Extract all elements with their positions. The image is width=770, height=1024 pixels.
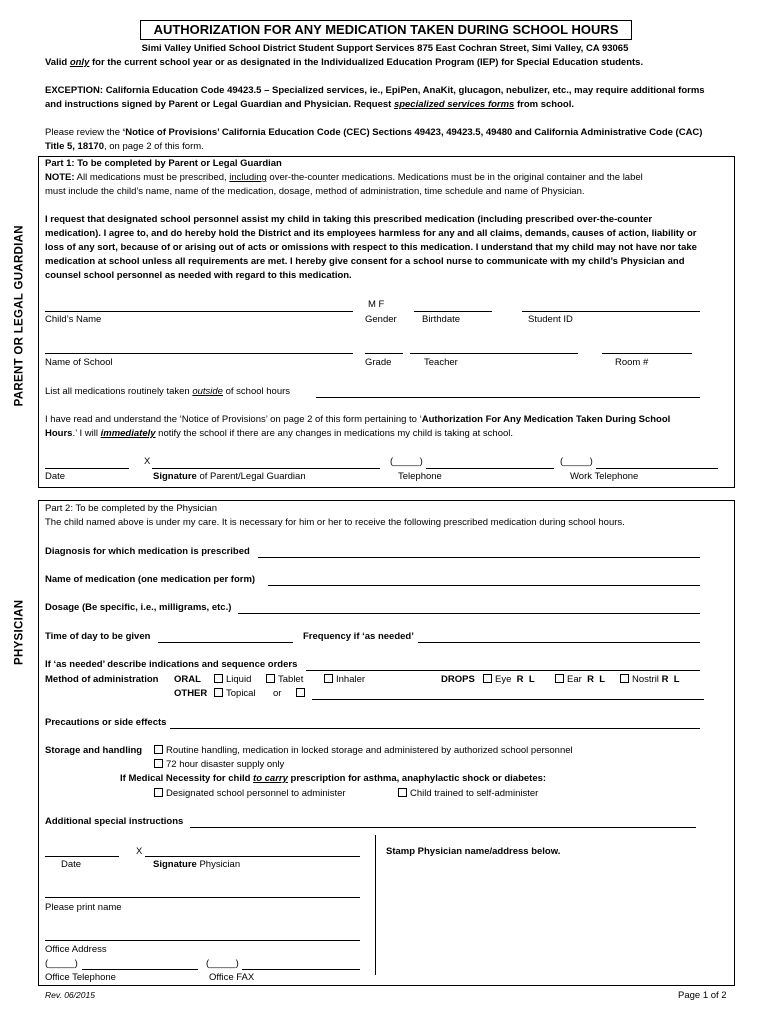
parent-date-label: Date: [45, 471, 66, 482]
consent-line-1: I request that designated school personnel assist my child in taking this prescribed medication (including prescribed over-the-counter: [45, 214, 653, 225]
consent-line-4: medication at school unless all requirements are met. I hereby give consent for a school nurse to communicate with my child’s Physician and: [45, 256, 685, 267]
parent-date-field[interactable]: [45, 468, 129, 469]
read-understand-line-2: Hours.’ I will immediately notify the school if there are any changes in medications my child is taking at school.: [45, 428, 514, 439]
physician-x-mark: X: [136, 846, 143, 857]
medical-necessity-label: If Medical Necessity for child to carry prescription for asthma, anaphylactic shock or diabetes:: [120, 773, 547, 784]
drops-label: DROPS: [441, 674, 475, 685]
as-needed-field[interactable]: [306, 670, 700, 671]
child-name-field[interactable]: [45, 311, 353, 312]
grade-field[interactable]: [365, 353, 403, 354]
additional-instructions-field[interactable]: [190, 827, 696, 828]
telephone-label: Telephone: [398, 471, 442, 482]
room-field[interactable]: [602, 353, 692, 354]
physician-date-label: Date: [61, 859, 82, 870]
routine-checkbox[interactable]: [154, 745, 163, 754]
other-label: OTHER: [174, 688, 208, 699]
work-telephone-label: Work Telephone: [570, 471, 639, 482]
read-understand-line-1: I have read and understand the ‘Notice of Provisions’ on page 2 of this form pertaining to ‘Authorization For Any Medication Taken During School: [45, 414, 671, 425]
office-fax-label: Office FAX: [209, 972, 255, 983]
disaster-option[interactable]: 72 hour disaster supply only: [154, 758, 284, 772]
medication-name-label: Name of medication (one medication per form): [45, 574, 256, 585]
precautions-field[interactable]: [170, 728, 700, 729]
diagnosis-field[interactable]: [258, 557, 700, 558]
work-telephone-area-code[interactable]: (_____): [560, 456, 593, 467]
self-admin-option[interactable]: Child trained to self-administer: [398, 787, 538, 801]
precautions-label: Precautions or side effects: [45, 717, 167, 728]
inhaler-option[interactable]: Inhaler: [324, 673, 365, 687]
dosage-label: Dosage (Be specific, i.e., milligrams, etc.): [45, 602, 232, 613]
designated-checkbox[interactable]: [154, 788, 163, 797]
topical-option[interactable]: Topical: [214, 687, 256, 701]
child-name-label: Child’s Name: [45, 314, 102, 325]
telephone-area-code[interactable]: (_____): [390, 456, 423, 467]
ear-option[interactable]: Ear R L: [555, 673, 605, 687]
room-label: Room #: [615, 357, 649, 368]
review-line-1: Please review the ‘Notice of Provisions’ California Education Code (CEC) Sections 49423, 49423.5, 49480 and California Administrative Code (CAC): [45, 127, 703, 138]
teacher-field[interactable]: [410, 353, 578, 354]
physician-signature-field[interactable]: [145, 856, 360, 857]
dosage-field[interactable]: [238, 613, 700, 614]
gender-options[interactable]: M F: [368, 299, 385, 310]
physician-signature-label: Signature Physician: [153, 859, 241, 870]
liquid-checkbox[interactable]: [214, 674, 223, 683]
work-telephone-field[interactable]: [596, 468, 718, 469]
school-name-label: Name of School: [45, 357, 113, 368]
topical-checkbox[interactable]: [214, 688, 223, 697]
method-label: Method of administration: [45, 674, 159, 685]
physician-side-label: PHYSICIAN: [13, 599, 26, 666]
as-needed-label: If ‘as needed’ describe indications and sequence orders: [45, 659, 298, 670]
exception-line-1: EXCEPTION: California Education Code 49423.5 – Specialized services, ie., EpiPen, AnaKit, glucagon, nebulizer, etc., may require additional forms: [45, 85, 705, 96]
part2-intro: The child named above is under my care. It is necessary for him or her to receive the following prescribed medication during school hours.: [45, 517, 625, 528]
student-id-field[interactable]: [522, 311, 700, 312]
liquid-option[interactable]: Liquid: [214, 673, 251, 687]
print-name-label: Please print name: [45, 902, 122, 913]
office-address-label: Office Address: [45, 944, 107, 955]
office-address-field[interactable]: [45, 940, 360, 941]
stamp-label: Stamp Physician name/address below.: [386, 846, 561, 857]
parent-x-mark: X: [144, 456, 151, 467]
school-name-field[interactable]: [45, 353, 353, 354]
telephone-field[interactable]: [426, 468, 554, 469]
physician-date-field[interactable]: [45, 856, 119, 857]
part2-heading: Part 2: To be completed by the Physician: [45, 503, 217, 514]
nostril-option[interactable]: Nostril R L: [620, 673, 680, 687]
page-number: Page 1 of 2: [678, 990, 727, 1001]
diagnosis-label: Diagnosis for which medication is prescribed: [45, 546, 250, 557]
other-checkbox[interactable]: [296, 688, 305, 697]
exception-line-2: and instructions signed by Parent or Legal Guardian and Physician. Request specialized services forms from school.: [45, 99, 574, 110]
or-label: or: [273, 688, 282, 699]
other-checkbox-wrap[interactable]: [296, 687, 308, 701]
self-admin-checkbox[interactable]: [398, 788, 407, 797]
time-of-day-label: Time of day to be given: [45, 631, 151, 642]
frequency-field[interactable]: [418, 642, 700, 643]
part1-heading: Part 1: To be completed by Parent or Legal Guardian: [45, 158, 282, 169]
consent-line-3: loss of any sort, because of or arising out of acts or omissions with respect to this medication. I understand that my child may not have nor take: [45, 242, 697, 253]
district-address: Simi Valley Unified School District Student Support Services 875 East Cochran Street, Simi Valley, CA 93065: [141, 43, 629, 54]
revision-date: Rev. 06/2015: [45, 990, 95, 1000]
form-title: AUTHORIZATION FOR ANY MEDICATION TAKEN DURING SCHOOL HOURS: [140, 20, 632, 40]
oral-label: ORAL: [174, 674, 201, 685]
ear-checkbox[interactable]: [555, 674, 564, 683]
gender-label: Gender: [365, 314, 397, 325]
list-medications-field[interactable]: [316, 397, 700, 398]
office-fax-area-code[interactable]: (_____): [206, 958, 239, 969]
storage-label: Storage and handling: [45, 745, 143, 756]
frequency-label: Frequency if ‘as needed’: [303, 631, 414, 642]
disaster-checkbox[interactable]: [154, 759, 163, 768]
consent-line-2: medication). I agree to, and do hereby hold the District and its employees harmless for any and all claims, demands, causes of action, liability or: [45, 228, 697, 239]
consent-line-5: counsel school personnel as needed with regard to this medication.: [45, 270, 352, 281]
tablet-checkbox[interactable]: [266, 674, 275, 683]
grade-label: Grade: [365, 357, 392, 368]
routine-option[interactable]: Routine handling, medication in locked storage and administered by authorized school personnel: [154, 744, 573, 758]
additional-instructions-label: Additional special instructions: [45, 816, 184, 827]
birthdate-field[interactable]: [414, 311, 492, 312]
parent-signature-field[interactable]: [152, 468, 380, 469]
part1-note-line-2: must include the child’s name, name of the medication, dosage, method of administration, time schedule and name of Physician.: [45, 186, 585, 197]
stamp-divider: [375, 835, 376, 975]
validity-note: Valid only for the current school year or as designated in the Individualized Education Program (IEP) for Special Education students.: [45, 57, 644, 68]
list-medications-label: List all medications routinely taken outside of school hours: [45, 386, 291, 397]
part1-note: NOTE: All medications must be prescribed, including over-the-counter medications. Medications must be in the original container and the label: [45, 172, 643, 183]
office-fax-field[interactable]: [242, 969, 360, 970]
time-of-day-field[interactable]: [158, 642, 293, 643]
inhaler-checkbox[interactable]: [324, 674, 333, 683]
birthdate-label: Birthdate: [422, 314, 461, 325]
other-method-field[interactable]: [312, 699, 704, 700]
review-line-2: Title 5, 18170, on page 2 of this form.: [45, 141, 204, 152]
parent-side-label: PARENT OR LEGAL GUARDIAN: [13, 225, 26, 407]
parent-signature-label: Signature of Parent/Legal Guardian: [153, 471, 306, 482]
office-telephone-area-code[interactable]: (_____): [45, 958, 78, 969]
nostril-checkbox[interactable]: [620, 674, 629, 683]
print-name-field[interactable]: [45, 897, 360, 898]
eye-option[interactable]: Eye R L: [483, 673, 535, 687]
office-telephone-label: Office Telephone: [45, 972, 116, 983]
medication-name-field[interactable]: [268, 585, 700, 586]
office-telephone-field[interactable]: [82, 969, 198, 970]
eye-checkbox[interactable]: [483, 674, 492, 683]
student-id-label: Student ID: [528, 314, 573, 325]
teacher-label: Teacher: [424, 357, 458, 368]
designated-option[interactable]: Designated school personnel to administer: [154, 787, 346, 801]
tablet-option[interactable]: Tablet: [266, 673, 303, 687]
